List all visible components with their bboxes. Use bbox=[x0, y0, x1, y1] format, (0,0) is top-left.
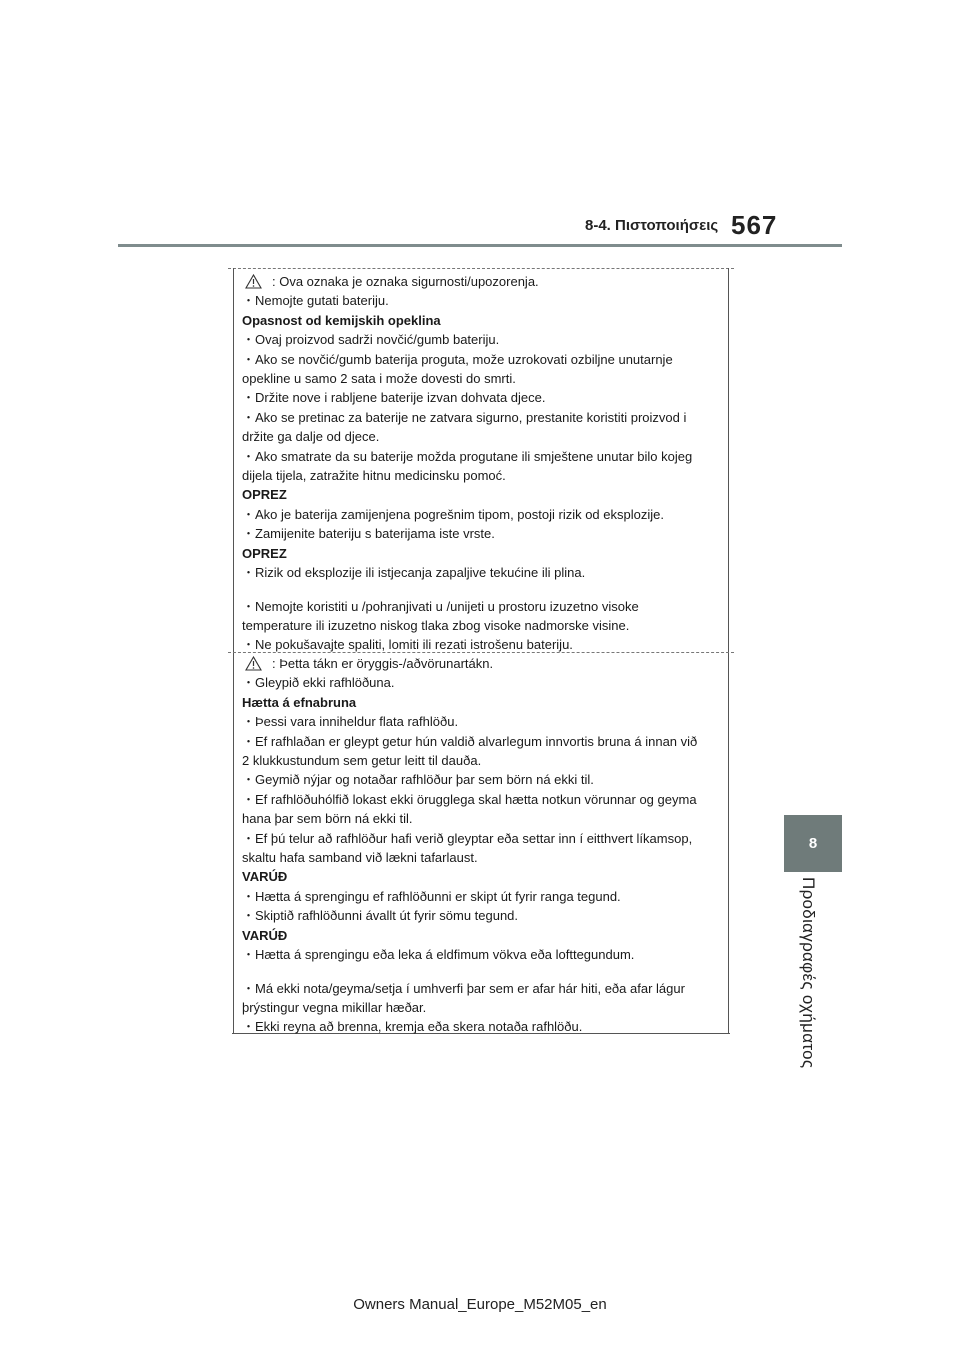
croatian-symbol-text: : Ova oznaka je oznaka sigurnosti/upozorenja. bbox=[272, 274, 539, 289]
label-line: ・Hætta á sprengingu ef rafhlöðunni er skipt út fyrir ranga tegund. bbox=[242, 888, 621, 904]
label-line: ・Ako se novčić/gumb baterija proguta, može uzrokovati ozbiljne unutarnje bbox=[242, 351, 673, 367]
label-line: hana þar sem börn ná ekki til. bbox=[242, 811, 413, 827]
battery-warning-label bbox=[228, 268, 734, 1034]
footer-document-id: Owners Manual_Europe_M52M05_en bbox=[353, 1296, 607, 1313]
label-line: ・Ef þú telur að rafhlöður hafi verið gleyptar eða settar inn í eitthvert líkamsop, bbox=[242, 830, 693, 846]
label-line: ・Ako se pretinac za baterije ne zatvara sigurno, prestanite koristiti proizvod i bbox=[242, 409, 687, 425]
label-line: skaltu hafa samband við lækni tafarlaust. bbox=[242, 850, 478, 866]
chapter-title: Προδιαγραφές οχήματος bbox=[799, 877, 818, 1069]
label-line: þrýstingur vegna mikillar hæðar. bbox=[242, 999, 427, 1015]
header-divider bbox=[118, 244, 842, 247]
label-heading: OPREZ bbox=[242, 545, 287, 561]
label-line: držite ga dalje od djece. bbox=[242, 429, 380, 445]
label-line: 2 klukkustundum sem getur leitt til dauða. bbox=[242, 753, 482, 769]
label-line: dijela tijela, zatražite hitnu medicinsku pomoć. bbox=[242, 468, 506, 484]
label-line: ・Ekki reyna að brenna, kremja eða skera notaða rafhlöðu. bbox=[242, 1019, 583, 1035]
warning-triangle-icon bbox=[245, 274, 262, 289]
chapter-tab bbox=[784, 815, 842, 872]
label-line: ・Zamijenite bateriju s baterijama iste vrste. bbox=[242, 526, 495, 542]
chapter-number: 8 bbox=[808, 835, 818, 852]
label-heading: VARÚÐ bbox=[242, 927, 288, 943]
croatian-warning-section bbox=[242, 272, 712, 655]
label-line: temperature ili izuzetno niskog tlaka zbog visoke nadmorske visine. bbox=[242, 617, 630, 633]
label-line: ・Rizik od eksplozije ili istjecanja zapaljive tekućine ili plina. bbox=[242, 565, 586, 581]
label-line: opekline u samo 2 sata i može dovesti do smrti. bbox=[242, 371, 516, 387]
croatian-symbol-line bbox=[242, 272, 712, 291]
label-right-border bbox=[728, 268, 729, 1034]
label-line: ・Nemojte gutati bateriju. bbox=[242, 293, 389, 309]
label-heading: VARÚÐ bbox=[242, 869, 288, 885]
section-title: 8-4. Πιστοποιήσεις bbox=[585, 217, 719, 234]
label-line: ・Skiptið rafhlöðunni ávallt út fyrir sömu tegund. bbox=[242, 908, 519, 924]
label-line: ・Gleypið ekki rafhlöðuna. bbox=[242, 675, 395, 691]
icelandic-symbol-text: : Þetta tákn er öryggis-/aðvörunartákn. bbox=[272, 656, 494, 671]
label-line: ・Þessi vara inniheldur flata rafhlöðu. bbox=[242, 714, 459, 730]
label-line: ・Ef rafhlöðuhólfið lokast ekki örugglega skal hætta notkun vörunnar og geyma bbox=[242, 791, 697, 807]
label-line: ・Ne pokušavajte spaliti, lomiti ili rezati istrošenu bateriju. bbox=[242, 637, 573, 653]
label-heading: Hætta á efnabruna bbox=[242, 694, 357, 710]
label-heading: OPREZ bbox=[242, 487, 287, 503]
label-line: ・Má ekki nota/geyma/setja í umhverfi þar sem er afar hár hiti, eða afar lágur bbox=[242, 980, 685, 996]
icelandic-symbol-line bbox=[242, 654, 712, 673]
icelandic-warning-section bbox=[242, 654, 712, 1037]
label-line: ・Ako je baterija zamijenjena pogrešnim tipom, postoji rizik od eksplozije. bbox=[242, 506, 664, 522]
page-number: 567 bbox=[731, 210, 778, 240]
label-left-border bbox=[233, 268, 234, 1034]
label-line: ・Nemojte koristiti u /pohranjivati u /unijeti u prostoru izuzetno visoke bbox=[242, 598, 639, 614]
label-line: ・Ovaj proizvod sadrži novčić/gumb bateriju. bbox=[242, 332, 500, 348]
warning-triangle-icon bbox=[245, 656, 262, 671]
label-line: ・Ef rafhlaðan er gleypt getur hún valdið alvarlegum innvortis bruna á innan við bbox=[242, 733, 698, 749]
label-heading: Opasnost od kemijskih opeklina bbox=[242, 312, 441, 328]
label-top-border bbox=[228, 268, 734, 269]
label-line: ・Držite nove i rabljene baterije izvan dohvata djece. bbox=[242, 390, 546, 406]
label-line: ・Hætta á sprengingu eða leka á eldfimum vökva eða lofttegundum. bbox=[242, 947, 635, 963]
label-line: ・Ako smatrate da su baterije možda progutane ili smještene unutar bilo kojeg bbox=[242, 448, 693, 464]
label-line: ・Geymið nýjar og notaðar rafhlöður þar sem börn ná ekki til. bbox=[242, 772, 594, 788]
